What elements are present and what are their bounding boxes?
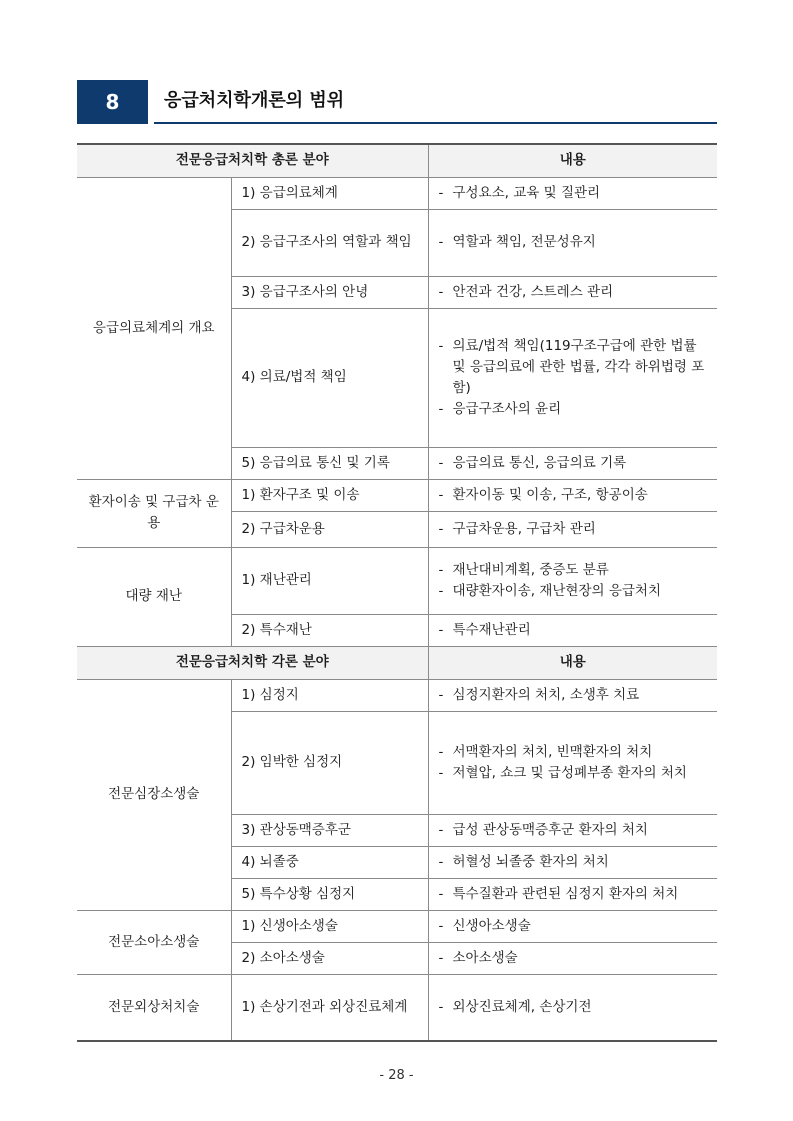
bullet-dash: - — [438, 949, 444, 966]
page-number: - 28 - — [379, 1068, 414, 1083]
content-item-text: 저혈압, 쇼크 및 급성폐부종 환자의 처치 — [452, 764, 687, 781]
content-cell — [428, 547, 717, 614]
topic-cell: 3) 관상동맥증후군 — [231, 814, 428, 846]
content-item-text: 응급구조사의 윤리 — [452, 400, 562, 417]
table-row — [77, 679, 717, 711]
bullet-dash: - — [438, 486, 444, 503]
content-item — [439, 763, 708, 784]
section-header — [77, 80, 717, 124]
group-name-cell: 환자이송 및 구급차 운용 — [77, 479, 231, 547]
content-cell — [428, 711, 717, 814]
content-item — [439, 820, 708, 841]
bullet-dash: - — [438, 561, 444, 578]
content-item-text: 신생아소생술 — [452, 917, 531, 934]
bullet-dash: - — [438, 853, 444, 870]
content-item — [439, 852, 708, 873]
section-number: 8 — [77, 80, 148, 124]
content-item-text: 의료/법적 책임(119구조구급에 관한 법률 및 응급의료에 관한 법률, 각각 하위법령 포함) — [452, 337, 705, 396]
content-item-text: 심정지환자의 처치, 소생후 치료 — [452, 686, 640, 703]
content-cell — [428, 276, 717, 308]
table-row — [77, 177, 717, 209]
content-cell — [428, 846, 717, 878]
content-item — [439, 183, 708, 204]
content-item — [439, 997, 708, 1018]
table-row — [77, 910, 717, 942]
bullet-dash: - — [438, 686, 444, 703]
content-item — [439, 485, 708, 506]
content-item — [439, 884, 708, 905]
content-item-text: 소아소생술 — [452, 949, 518, 966]
bullet-dash: - — [438, 234, 444, 250]
content-item — [439, 948, 708, 969]
content-cell — [428, 209, 717, 276]
content-item-text: 대량환자이송, 재난현장의 응급처치 — [452, 582, 662, 599]
content-cell — [428, 479, 717, 511]
content-cell — [428, 910, 717, 942]
table-row — [77, 547, 717, 614]
bullet-dash: - — [438, 337, 444, 354]
bullet-dash: - — [438, 885, 444, 902]
content-cell — [428, 974, 717, 1041]
content-item — [439, 581, 708, 602]
group-name-cell: 전문외상처치술 — [77, 974, 231, 1041]
topic-cell: 1) 손상기전과 외상진료체계 — [231, 974, 428, 1041]
content-item — [439, 282, 708, 303]
bullet-dash: - — [438, 998, 444, 1015]
bullet-dash: - — [438, 621, 444, 638]
header-category: 전문응급처치학 각론 분야 — [77, 646, 428, 679]
bullet-dash: - — [438, 520, 444, 537]
content-item-text: 급성 관상동맥증후군 환자의 처치 — [452, 821, 648, 838]
section-title: 응급처치학개론의 범위 — [164, 90, 345, 111]
topic-cell: 1) 심정지 — [231, 679, 428, 711]
header-content: 내용 — [428, 144, 717, 177]
content-item — [439, 232, 708, 253]
topic-cell: 2) 소아소생술 — [231, 942, 428, 974]
content-cell — [428, 511, 717, 547]
bullet-dash: - — [438, 283, 444, 300]
header-content: 내용 — [428, 646, 717, 679]
topic-cell: 2) 구급차운용 — [231, 511, 428, 547]
scope-table — [77, 143, 717, 1042]
content-cell — [428, 447, 717, 479]
bullet-dash: - — [438, 454, 444, 471]
bullet-dash: - — [438, 821, 444, 838]
content-item-text: 특수질환과 관련된 심정지 환자의 처치 — [452, 885, 679, 902]
group-name-cell: 전문심장소생술 — [77, 679, 231, 910]
content-item-text: 환자이동 및 이송, 구조, 항공이송 — [452, 486, 648, 503]
content-item — [439, 519, 708, 540]
content-cell — [428, 814, 717, 846]
section-title-underline — [154, 122, 717, 124]
topic-cell: 1) 재난관리 — [231, 547, 428, 614]
content-cell — [428, 308, 717, 447]
topic-cell: 5) 응급의료 통신 및 기록 — [231, 447, 428, 479]
content-cell — [428, 942, 717, 974]
content-item-text: 외상진료체계, 손상기전 — [452, 998, 592, 1015]
topic-cell: 1) 신생아소생술 — [231, 910, 428, 942]
content-item-text: 서맥환자의 처치, 빈맥환자의 처치 — [452, 743, 653, 760]
content-item-text: 구성요소, 교육 및 질관리 — [452, 184, 601, 201]
topic-cell: 4) 뇌졸중 — [231, 846, 428, 878]
topic-cell: 5) 특수상황 심정지 — [231, 878, 428, 910]
content-item-text: 허혈성 뇌졸중 환자의 처치 — [452, 853, 609, 870]
content-item — [439, 560, 708, 581]
topic-cell: 2) 특수재난 — [231, 614, 428, 646]
topic-cell: 1) 환자구조 및 이송 — [231, 479, 428, 511]
table-row — [77, 974, 717, 1041]
specific-header-row — [77, 646, 717, 679]
topic-cell: 3) 응급구조사의 안녕 — [231, 276, 428, 308]
group-name-cell: 응급의료체계의 개요 — [77, 177, 231, 479]
content-cell — [428, 679, 717, 711]
topic-cell: 2) 임박한 심정지 — [231, 711, 428, 814]
content-item-text: 안전과 건강, 스트레스 관리 — [452, 283, 614, 300]
content-item-text: 특수재난관리 — [452, 621, 531, 638]
content-item — [439, 620, 708, 641]
topic-cell: 4) 의료/법적 책임 — [231, 308, 428, 447]
content-item — [439, 916, 708, 937]
bullet-dash: - — [438, 764, 444, 781]
content-item — [439, 453, 708, 474]
content-item — [439, 336, 708, 399]
header-category: 전문응급처치학 총론 분야 — [77, 144, 428, 177]
content-item-text: 구급차운용, 구급차 관리 — [452, 520, 596, 537]
content-item-text: 응급의료 통신, 응급의료 기록 — [452, 454, 627, 471]
bullet-dash: - — [438, 582, 444, 599]
group-name-cell: 전문소아소생술 — [77, 910, 231, 974]
bullet-dash: - — [438, 400, 444, 417]
content-cell — [428, 177, 717, 209]
topic-cell: 1) 응급의료체계 — [231, 177, 428, 209]
content-item — [439, 399, 708, 420]
bullet-dash: - — [438, 917, 444, 934]
table-row — [77, 479, 717, 511]
content-cell — [428, 878, 717, 910]
content-item — [439, 742, 708, 763]
bullet-dash: - — [438, 743, 444, 760]
content-item-text: 역할과 책임, 전문성유지 — [452, 234, 596, 250]
content-item — [439, 685, 708, 706]
general-header-row — [77, 144, 717, 177]
group-name-cell: 대량 재난 — [77, 547, 231, 646]
content-cell — [428, 614, 717, 646]
topic-cell: 2) 응급구조사의 역할과 책임 — [231, 209, 428, 276]
content-item-text: 재난대비계획, 중증도 분류 — [452, 561, 609, 578]
bullet-dash: - — [438, 184, 444, 201]
